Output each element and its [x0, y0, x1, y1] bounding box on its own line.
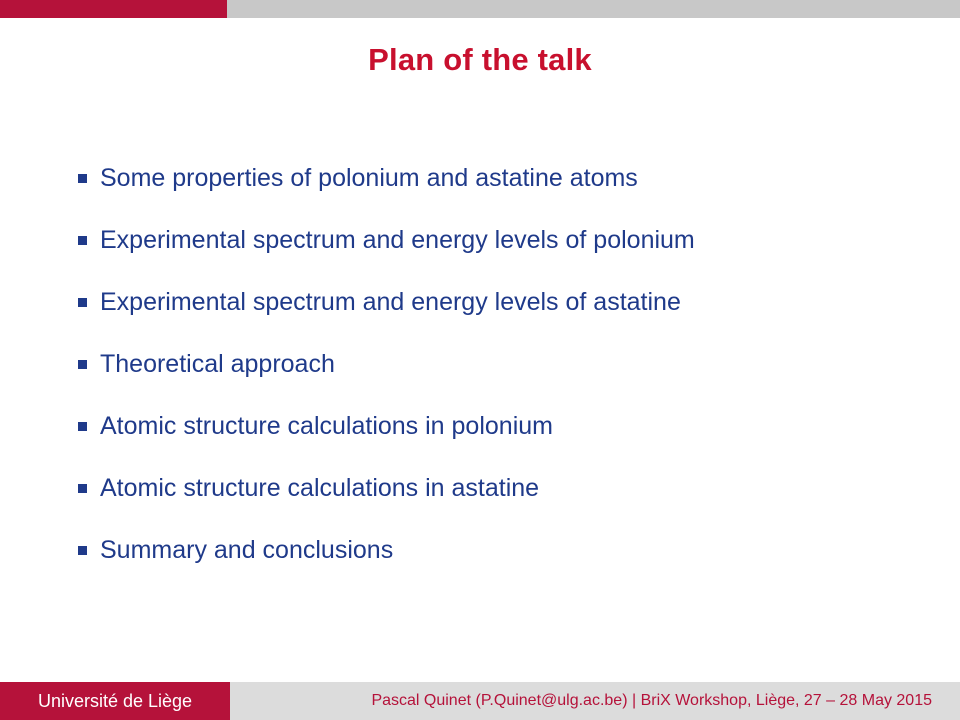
square-bullet-icon: [78, 360, 87, 369]
square-bullet-icon: [78, 484, 87, 493]
slide-title: Plan of the talk: [368, 42, 592, 77]
top-grey-bar: [227, 0, 960, 18]
footer-bar: [230, 682, 960, 720]
agenda-item: [78, 395, 695, 457]
agenda-item-label: Experimental spectrum and energy levels of astatine: [100, 287, 681, 316]
agenda-item: [78, 209, 695, 271]
agenda-item-label: Atomic structure calculations in astatine: [100, 473, 540, 502]
footer-institution: Université de Liège: [0, 682, 230, 720]
square-bullet-icon: [78, 546, 87, 555]
agenda-item: [78, 147, 695, 209]
square-bullet-icon: [78, 422, 87, 431]
square-bullet-icon: [78, 236, 87, 245]
agenda-item: [78, 519, 695, 581]
square-bullet-icon: [78, 298, 87, 307]
top-accent-bar: [0, 0, 227, 18]
agenda-item-label: Atomic structure calculations in polonium: [100, 411, 553, 440]
agenda-item-label: Theoretical approach: [100, 349, 335, 378]
square-bullet-icon: [78, 174, 87, 183]
agenda-item-label: Experimental spectrum and energy levels of polonium: [100, 225, 695, 254]
footer-credit: Pascal Quinet (P.Quinet@ulg.ac.be) | BriX Workshop, Liège, 27 – 28 May 2015: [371, 692, 932, 709]
agenda-list: [78, 147, 695, 581]
agenda-item-label: Summary and conclusions: [100, 535, 394, 564]
agenda-item-label: Some properties of polonium and astatine atoms: [100, 163, 638, 192]
agenda-item: [78, 271, 695, 333]
agenda-item: [78, 457, 695, 519]
agenda-item: [78, 333, 695, 395]
